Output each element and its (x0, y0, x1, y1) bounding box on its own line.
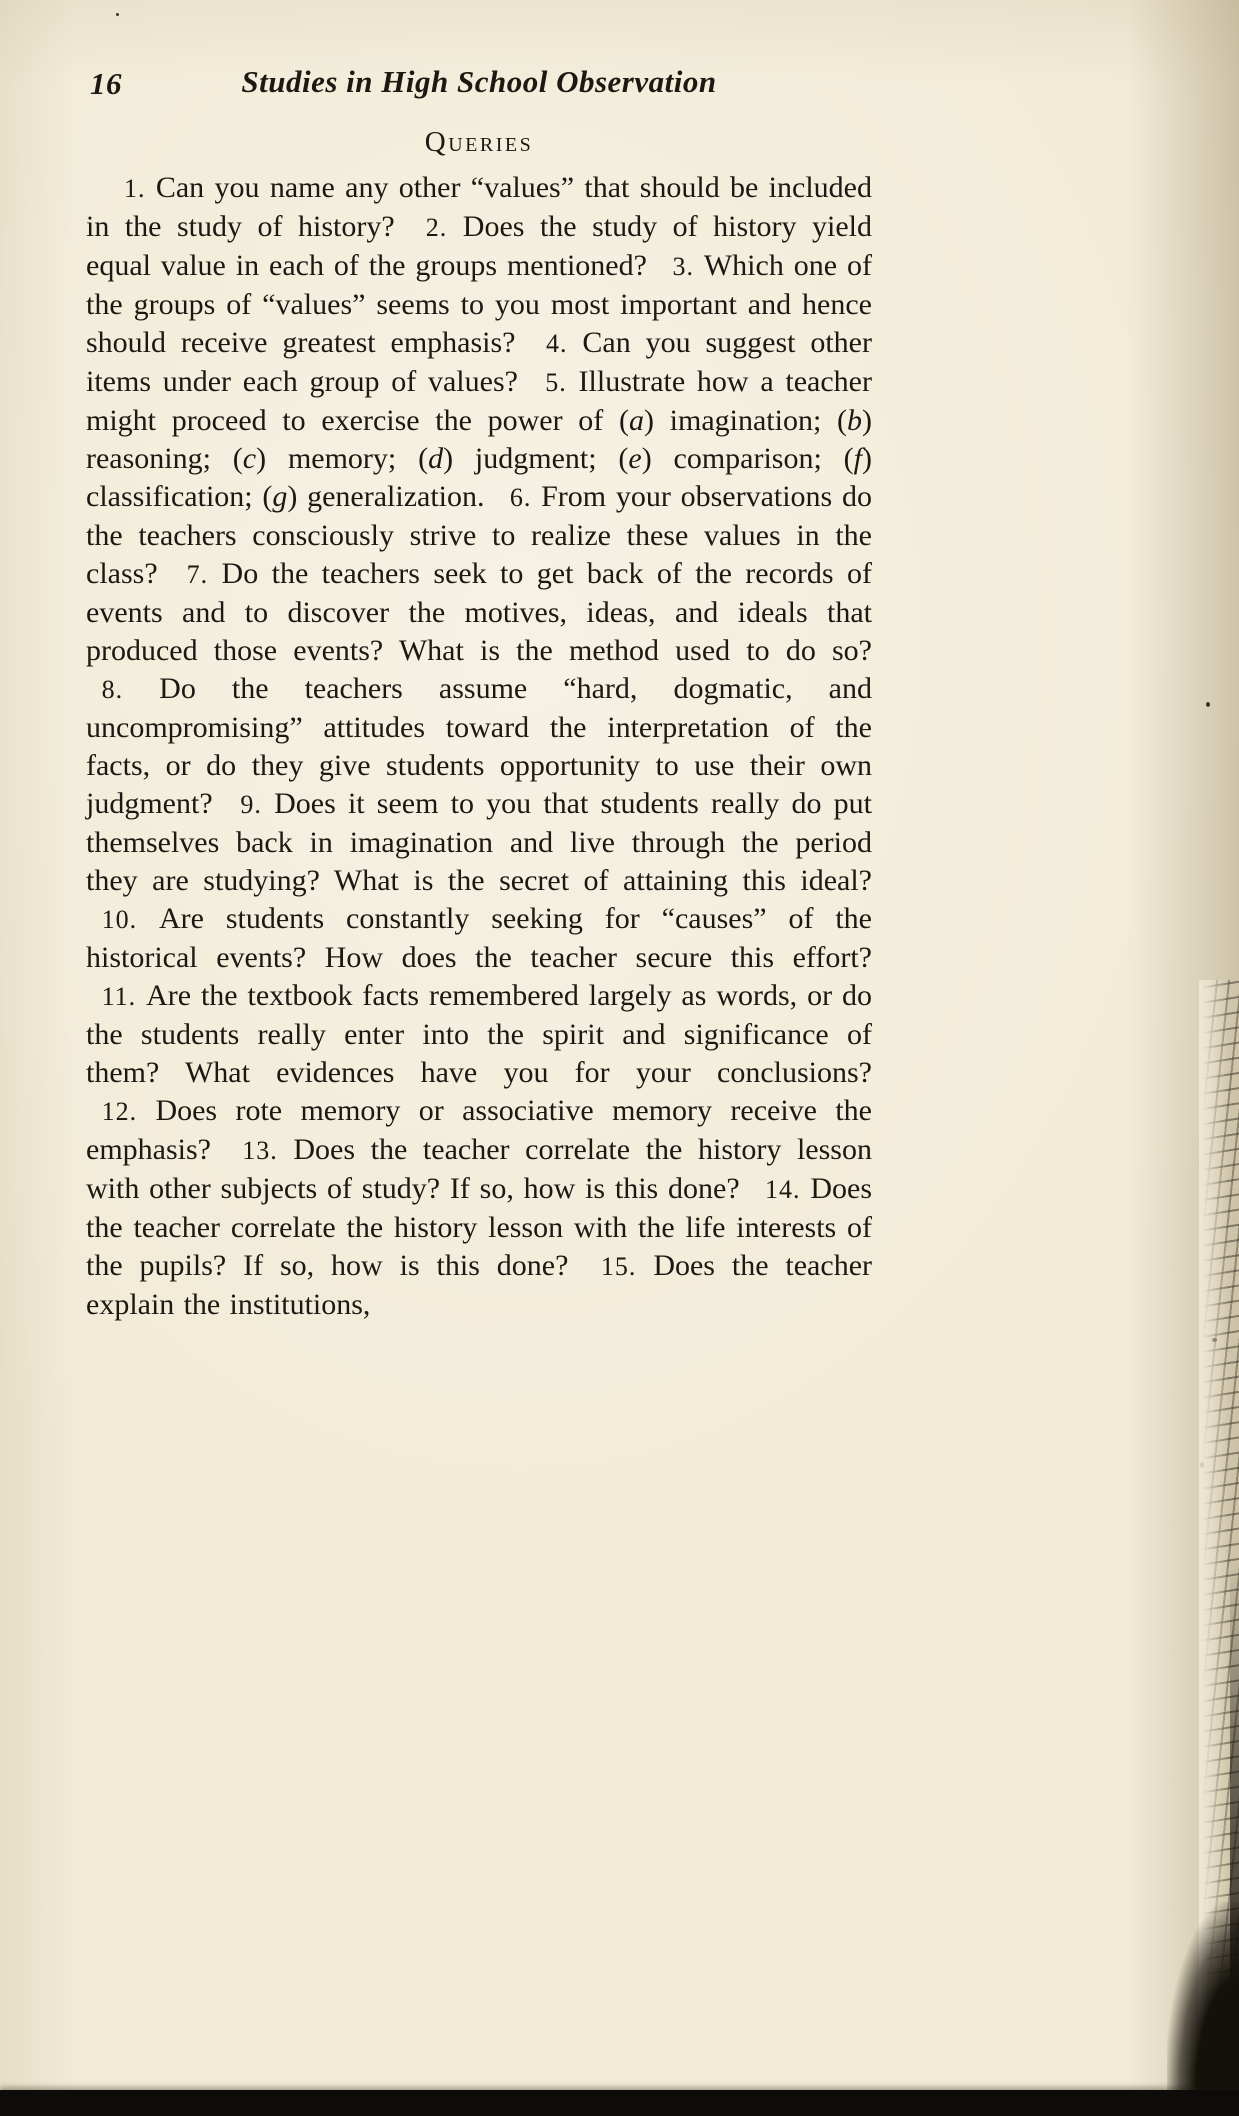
query-text: Illustrate how a teacher might proceed to exercise the power of (a) imagination; (b) reasoning; (c) memory; (d) judgment; (e) comparison; (f) classification; (g) generalization. (86, 365, 873, 513)
query-number: 10. (101, 905, 138, 934)
query-text: Does rote memory or associative memory receive the emphasis? (86, 1094, 872, 1166)
query-text: Does the teacher correlate the history lesson with other subjects of study? If so, how is this done? (86, 1133, 872, 1205)
query-number: 4. (545, 329, 568, 358)
scan-shadow-bottom-edge (0, 2090, 1239, 2116)
query-text: Does the teacher correlate the history lesson with the life interests of the pupils? If so, how is this done? (86, 1172, 872, 1282)
scan-speck (1206, 702, 1210, 707)
query-text: Are the textbook facts remembered largely as words, or do the students really enter into the spirit and significance of them? What evidences have you for your conclusions? (86, 979, 872, 1089)
page-number: 16 (90, 66, 122, 101)
query-number: 1. (124, 174, 146, 203)
query-text: Can you name any other “values” that should be included in the study of history? (86, 171, 872, 243)
query-number: 7. (186, 560, 209, 589)
query-text: Do the teachers seek to get back of the records of events and to discover the motives, ideas, and ideals that produced those events? What is the method used to do so? (86, 557, 872, 667)
queries-paragraph (86, 169, 872, 1324)
query-number: 3. (672, 252, 694, 281)
query-text: Does the study of history yield equal value in each of the groups mentioned? (86, 210, 872, 282)
running-head: Studies in High School Observation (241, 64, 717, 99)
query-text: Do the teachers assume “hard, dogmatic, and uncompromising” attitudes toward the interpretation of the facts, or do they give students opportunity to use their own judgment? (86, 672, 872, 820)
query-number: 6. (509, 483, 532, 512)
query-number: 5. (545, 368, 567, 397)
query-number: 11. (101, 982, 137, 1011)
query-number: 2. (425, 213, 448, 242)
query-text: From your observations do the teachers consciously strive to realize these values in the class? (86, 480, 872, 590)
scan-shadow-bottom-right-corner (1167, 1902, 1239, 2092)
query-text: Does it seem to you that students really do put themselves back in imagination and live through the period they are studying? What is the secret of attaining this ideal? (86, 787, 872, 897)
query-number: 12. (101, 1097, 138, 1126)
query-text: Does the teacher explain the institutions, (86, 1249, 872, 1321)
text-column (86, 64, 872, 1354)
query-number: 14. (765, 1175, 801, 1204)
query-number: 15. (600, 1252, 637, 1281)
query-number: 8. (101, 675, 124, 704)
page-header (86, 64, 872, 112)
query-text: Which one of the groups of “values” seems to you most important and hence should receive greatest emphasis? (86, 249, 872, 359)
query-text: Can you suggest other items under each group of values? (86, 326, 872, 398)
scan-speck (116, 13, 119, 16)
section-heading: Queries (424, 126, 534, 158)
query-number: 13. (242, 1136, 278, 1165)
query-text: Are students constantly seeking for “causes” of the historical events? How does the teacher secure this effort? (86, 902, 872, 974)
query-number: 9. (240, 790, 262, 819)
